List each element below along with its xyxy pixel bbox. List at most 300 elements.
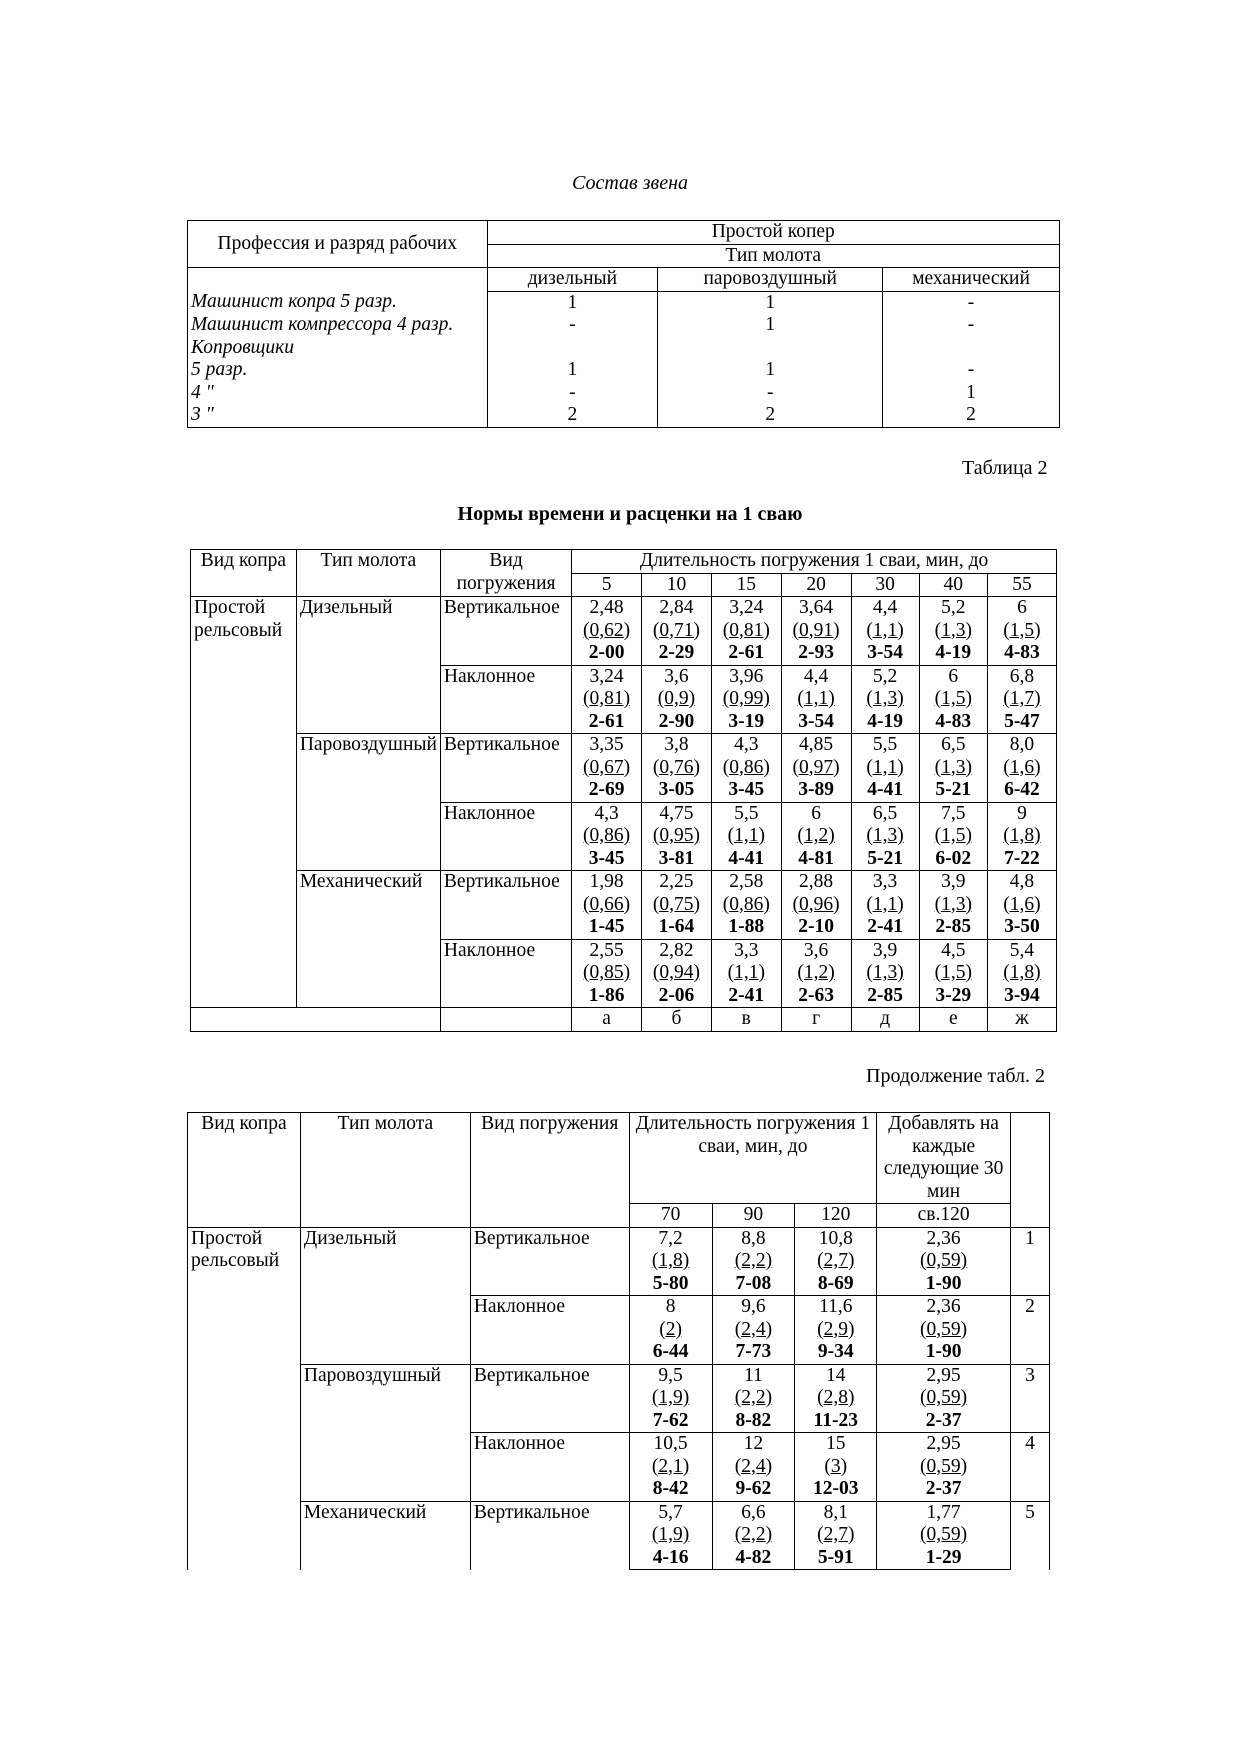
crew-header-diesel: дизельный (487, 268, 658, 292)
norm-time: 2,82 (659, 939, 694, 961)
column-letter: а (572, 1008, 642, 1032)
norm-rate: 3-89 (798, 779, 834, 800)
norm-cell (987, 734, 1056, 803)
crew-profession: 5 разр. (188, 359, 488, 382)
norm-time: 4,5 (941, 939, 966, 961)
norm-cell (711, 871, 781, 940)
t3-header-immersion: Вид погружения (470, 1113, 629, 1228)
norm-machine-time: (0,76) (652, 756, 700, 778)
crew-count: 2 (658, 404, 883, 427)
norm-machine-time: (2,8) (817, 1387, 855, 1408)
norm-time: 6 (1017, 597, 1027, 618)
norm-machine-time: (1,8) (1003, 825, 1041, 846)
norm-time: 5,7 (658, 1501, 683, 1523)
column-letter: д (851, 1008, 919, 1032)
norm-machine-time: (1,3) (934, 893, 972, 915)
norm-time: 7,2 (658, 1227, 683, 1249)
norm-rate: 3-94 (1004, 984, 1040, 1006)
crew-count: - (883, 359, 1060, 382)
norm-machine-time: (1,2) (797, 962, 835, 983)
norm-rate: 5-21 (867, 847, 903, 869)
norm-time: 3,24 (589, 665, 624, 687)
norm-time: 4,4 (872, 597, 898, 618)
minutes-header: 90 (712, 1204, 795, 1228)
norm-machine-time: (2,1) (651, 1455, 690, 1477)
norm-cell (987, 802, 1056, 871)
crew-header-pile-driver: Простой копер (487, 221, 1059, 245)
norm-machine-time: (2,2) (734, 1524, 773, 1545)
norm-time: 4,3 (594, 802, 619, 824)
norm-rate: 12-03 (813, 1478, 859, 1499)
norm-time: 10,5 (653, 1433, 688, 1454)
norm-machine-time: (0,62) (583, 619, 631, 641)
immersion-type: Вертикальное (440, 597, 571, 666)
norm-machine-time: (1,6) (1003, 756, 1041, 778)
crew-row (188, 359, 1060, 382)
norm-cell (642, 802, 712, 871)
norm-row (191, 597, 1057, 666)
norm-rate: 1-90 (925, 1272, 962, 1294)
norm-time: 3,3 (734, 939, 759, 961)
crew-count: 1 (487, 359, 658, 382)
norm-time: 10,8 (818, 1227, 853, 1249)
norm-time: 2,88 (799, 871, 834, 892)
crew-header-profession: Профессия и разряд рабочих (188, 221, 488, 268)
immersion-type: Вертикальное (440, 734, 571, 803)
crew-count: 1 (883, 382, 1060, 405)
norm-cell (987, 597, 1056, 666)
norm-cell (572, 597, 642, 666)
norm-cell (711, 802, 781, 871)
norm-rate: 4-16 (652, 1546, 689, 1568)
norm-time: 6,5 (872, 802, 898, 824)
norm-time: 4,75 (659, 802, 694, 824)
t3-header-duration: Длительность погружения 1 сваи, мин, до (629, 1113, 877, 1204)
crew-profession: 4 " (188, 382, 488, 405)
norm-cell (795, 1433, 877, 1502)
hammer-type: Механический (300, 1501, 470, 1570)
norm-rate: 2-90 (658, 710, 695, 732)
norm-rate: 2-69 (588, 779, 625, 800)
norm-cell (851, 734, 919, 803)
norm-cell (795, 1364, 877, 1433)
norm-time: 3,6 (664, 665, 689, 687)
norm-rate: 6-44 (652, 1341, 689, 1362)
minutes-header: 15 (711, 573, 781, 597)
norm-cell (781, 939, 851, 1008)
norm-cell (642, 665, 712, 734)
norm-rate: 2-63 (798, 984, 834, 1006)
norm-cell (919, 734, 987, 803)
norm-rate: 2-37 (925, 1409, 962, 1431)
norm-rate: 1-29 (925, 1546, 962, 1568)
norm-cell (851, 665, 919, 734)
norm-machine-time: (2,4) (734, 1318, 773, 1340)
norm-machine-time: (1,1) (797, 688, 835, 709)
norm-rate: 5-91 (817, 1546, 854, 1568)
t3-header-num-blank (1011, 1113, 1050, 1228)
crew-count: 2 (883, 404, 1060, 427)
norm-cell (629, 1433, 712, 1502)
norm-machine-time: (1,3) (934, 619, 972, 641)
row-number: 5 (1011, 1501, 1050, 1570)
norm-time: 3,3 (872, 871, 898, 892)
norm-rate: 2-29 (658, 642, 695, 663)
crew-row (188, 404, 1060, 427)
crew-profession: 3 " (188, 404, 488, 427)
norm-cell (711, 734, 781, 803)
norm-cell (781, 734, 851, 803)
pile-driver-kind: Простой рельсовый (188, 1227, 301, 1570)
norm-rate: 2-41 (867, 916, 903, 937)
norm-machine-time: (1,5) (934, 688, 972, 709)
norm-row (188, 1501, 1050, 1570)
norm-time: 6,5 (941, 734, 966, 755)
norm-cell (987, 665, 1056, 734)
immersion-type: Наклонное (440, 939, 571, 1008)
crew-count: - (658, 382, 883, 405)
norm-time: 12 (743, 1433, 764, 1454)
immersion-type: Наклонное (470, 1296, 629, 1365)
norm-time: 4,4 (803, 665, 829, 687)
norm-time: 8,8 (741, 1227, 766, 1249)
minutes-header: 5 (572, 573, 642, 597)
norm-rate: 7-22 (1004, 847, 1040, 869)
norm-machine-time: (1,3) (866, 962, 904, 983)
norm-rate: 4-19 (935, 642, 972, 663)
crew-row (188, 291, 1060, 314)
minutes-header: 20 (781, 573, 851, 597)
norm-machine-time: (0,9) (657, 688, 696, 709)
crew-count: 1 (658, 314, 883, 337)
norm-rate: 7-62 (652, 1409, 689, 1431)
norm-machine-time: (1,1) (727, 825, 765, 846)
norm-time: 5,2 (872, 665, 898, 687)
crew-header-hammer-type: Тип молота (487, 244, 1059, 268)
norm-machine-time: (1,2) (797, 825, 835, 846)
norm-cell (572, 939, 642, 1008)
norm-rate: 5-80 (652, 1272, 689, 1294)
norm-machine-time: (0,86) (722, 893, 770, 915)
norm-rate: 1-88 (728, 916, 765, 937)
norm-rate: 2-10 (798, 916, 834, 937)
hammer-type: Дизельный (296, 597, 440, 734)
norm-rate: 2-37 (925, 1478, 962, 1499)
hammer-type: Паровоздушный (296, 734, 440, 871)
norm-rate: 2-93 (798, 642, 834, 663)
norm-rate: 2-06 (658, 984, 695, 1006)
norm-rate: 2-41 (728, 984, 765, 1006)
norm-rate: 11-23 (813, 1409, 858, 1431)
norm-rate: 8-69 (817, 1272, 854, 1294)
norm-rate: 6-02 (935, 847, 972, 869)
norm-cell (642, 597, 712, 666)
column-letter: б (642, 1008, 712, 1032)
norms-table (190, 549, 1057, 1032)
norm-rate: 6-42 (1004, 779, 1040, 800)
norm-time: 6,6 (741, 1501, 766, 1523)
norm-cell (712, 1501, 795, 1570)
norm-machine-time: (0,71) (652, 619, 700, 641)
norm-cell (642, 734, 712, 803)
norm-machine-time: (0,59) (920, 1524, 968, 1545)
norm-time: 9,6 (741, 1296, 766, 1317)
norm-machine-time: (1,8) (1003, 962, 1041, 983)
norm-rate: 2-00 (588, 642, 625, 663)
norm-time: 3,9 (941, 871, 966, 892)
norm-cell (781, 665, 851, 734)
norm-machine-time: (1,1) (727, 962, 765, 983)
norm-machine-time: (1,3) (934, 756, 972, 778)
norm-machine-time: (2,4) (734, 1455, 773, 1477)
crew-count: 1 (658, 291, 883, 314)
row-number: 3 (1011, 1364, 1050, 1433)
crew-header-steam: паровоздушный (658, 268, 883, 292)
norm-time: 5,5 (872, 734, 898, 755)
crew-profession: Машинист компрессора 4 разр. (188, 314, 488, 337)
norm-time: 1,77 (926, 1501, 961, 1523)
norm-rate: 5-21 (935, 779, 972, 800)
norm-cell (711, 665, 781, 734)
norm-machine-time: (1,1) (866, 756, 904, 778)
norm-time: 2,95 (926, 1364, 961, 1386)
norm-cell (629, 1227, 712, 1296)
norm-time: 1,98 (589, 871, 624, 892)
norm-cell (711, 597, 781, 666)
norm-time: 8,0 (1009, 734, 1035, 755)
norm-machine-time: (0,95) (652, 825, 700, 846)
t2-header-kind: Вид копра (191, 550, 297, 597)
norm-time: 8,1 (823, 1501, 848, 1523)
norm-time: 2,25 (659, 871, 694, 892)
immersion-type: Наклонное (440, 802, 571, 871)
norm-time: 2,55 (589, 939, 624, 961)
norm-rate: 3-45 (588, 847, 625, 869)
norm-machine-time: (0,86) (583, 825, 631, 846)
norm-machine-time: (0,75) (652, 893, 700, 915)
norm-machine-time: (0,81) (583, 688, 631, 709)
add-sub-header: св.120 (877, 1204, 1011, 1228)
norm-machine-time: (2,2) (734, 1250, 773, 1271)
norm-time: 8 (665, 1296, 676, 1317)
norm-rate: 8-42 (652, 1478, 689, 1499)
norm-cell (877, 1364, 1011, 1433)
table2-title: Нормы времени и расценки на 1 сваю (457, 503, 803, 525)
t2-letters-blank (191, 1008, 441, 1032)
norm-machine-time: (0,97) (792, 756, 840, 778)
t3-header-hammer: Тип молота (300, 1113, 470, 1228)
norm-time: 2,84 (659, 597, 694, 618)
minutes-header: 55 (987, 573, 1056, 597)
norm-cell (781, 597, 851, 666)
crew-title: Состав звена (571, 172, 688, 194)
norm-rate: 9-34 (817, 1341, 854, 1362)
norm-machine-time: (0,59) (920, 1318, 968, 1340)
norm-machine-time: (0,96) (792, 893, 840, 915)
immersion-type: Вертикальное (440, 871, 571, 940)
crew-table (187, 220, 1060, 428)
norm-machine-time: (2,7) (817, 1250, 855, 1271)
norm-cell (919, 597, 987, 666)
hammer-type: Паровоздушный (300, 1364, 470, 1501)
norm-time: 14 (826, 1364, 846, 1386)
norm-rate: 5-47 (1004, 710, 1040, 732)
crew-header-mech: механический (883, 268, 1060, 292)
norm-cell (851, 871, 919, 940)
norm-rate: 2-61 (588, 710, 625, 732)
crew-count: - (487, 382, 658, 405)
crew-count: 1 (487, 291, 658, 314)
norm-machine-time: (0,86) (722, 756, 770, 778)
minutes-header: 120 (795, 1204, 877, 1228)
norm-machine-time: (1,9) (651, 1387, 690, 1408)
norm-rate: 7-08 (735, 1272, 772, 1294)
norm-machine-time: (0,59) (920, 1387, 968, 1408)
immersion-type: Вертикальное (470, 1364, 629, 1433)
norm-cell (795, 1501, 877, 1570)
t2-header-immersion: Вид погружения (440, 550, 571, 597)
immersion-type: Вертикальное (470, 1501, 629, 1570)
norm-cell (629, 1296, 712, 1365)
norm-time: 7,5 (941, 802, 966, 824)
norm-rate: 3-54 (798, 710, 834, 732)
norm-time: 3,35 (589, 734, 624, 755)
column-letter: ж (987, 1008, 1056, 1032)
norm-cell (642, 871, 712, 940)
norm-time: 6 (948, 665, 959, 687)
norm-time: 2,36 (926, 1227, 961, 1249)
norm-rate: 1-86 (588, 984, 625, 1006)
norm-rate: 4-41 (728, 847, 765, 869)
norm-time: 11,6 (819, 1296, 853, 1317)
norm-cell (987, 939, 1056, 1008)
row-number: 2 (1011, 1296, 1050, 1365)
norm-rate: 1-64 (658, 916, 695, 937)
norm-time: 3,9 (872, 939, 898, 961)
norm-time: 5,5 (734, 802, 759, 824)
norm-rate: 8-82 (735, 1409, 772, 1431)
norm-machine-time: (2) (659, 1318, 682, 1340)
column-letter: в (711, 1008, 781, 1032)
norm-rate: 2-61 (728, 642, 765, 663)
crew-count: - (883, 291, 1060, 314)
norm-rate: 4-41 (867, 779, 903, 800)
norm-cell (629, 1501, 712, 1570)
norm-machine-time: (0,66) (583, 893, 631, 915)
norm-cell (572, 802, 642, 871)
norm-row (191, 871, 1057, 940)
norm-row (191, 734, 1057, 803)
norm-machine-time: (1,8) (651, 1250, 690, 1271)
norm-rate: 3-45 (728, 779, 765, 800)
norm-machine-time: (1,1) (866, 619, 904, 641)
norm-cell (572, 734, 642, 803)
norm-machine-time: (1,5) (1003, 619, 1041, 641)
norm-machine-time: (0,59) (920, 1250, 968, 1271)
norm-cell (712, 1296, 795, 1365)
norm-cell (877, 1227, 1011, 1296)
crew-profession: Копровщики (188, 337, 488, 360)
norm-machine-time: (2,9) (817, 1318, 855, 1340)
norm-time: 9 (1017, 802, 1027, 824)
norm-cell (711, 939, 781, 1008)
norm-time: 5,2 (941, 597, 966, 618)
continuation-label: Продолжение табл. 2 (866, 1065, 1045, 1087)
norm-cell (987, 871, 1056, 940)
column-letter: е (919, 1008, 987, 1032)
norm-cell (919, 939, 987, 1008)
norm-cell (851, 802, 919, 871)
t3-header-kind: Вид копра (188, 1113, 301, 1228)
norm-machine-time: (0,67) (583, 756, 631, 778)
norm-machine-time: (1,3) (866, 825, 904, 846)
norm-cell (877, 1296, 1011, 1365)
norm-cell (712, 1433, 795, 1502)
norm-machine-time: (0,85) (583, 962, 631, 983)
norm-time: 2,95 (926, 1433, 961, 1454)
norm-cell (877, 1433, 1011, 1502)
norm-rate: 4-83 (935, 710, 972, 732)
norm-machine-time: (1,3) (866, 688, 904, 709)
hammer-type: Механический (296, 871, 440, 1008)
column-letter: г (781, 1008, 851, 1032)
norm-cell (572, 871, 642, 940)
minutes-header: 10 (642, 573, 712, 597)
crew-row (188, 337, 1060, 360)
norm-cell (851, 939, 919, 1008)
crew-profession: Машинист копра 5 разр. (188, 291, 488, 314)
norm-cell (712, 1364, 795, 1433)
norm-cell (877, 1501, 1011, 1570)
norm-rate: 7-73 (735, 1341, 772, 1362)
norm-machine-time: (1,5) (934, 962, 972, 983)
norm-cell (712, 1227, 795, 1296)
norm-time: 6,8 (1009, 665, 1035, 687)
norm-cell (629, 1364, 712, 1433)
norm-time: 2,58 (729, 871, 764, 892)
norm-rate: 4-83 (1004, 642, 1040, 663)
norm-rate: 2-85 (935, 916, 972, 937)
norm-rate: 3-50 (1004, 916, 1040, 937)
t2-letters-blank (440, 1008, 571, 1032)
norm-cell (781, 871, 851, 940)
crew-count (883, 337, 1060, 360)
norm-time: 9,5 (658, 1364, 683, 1386)
norm-rate: 2-85 (867, 984, 903, 1006)
norm-rate: 1-90 (925, 1341, 962, 1362)
norms-table-continued (187, 1112, 1050, 1570)
crew-header-blank (188, 268, 488, 292)
norm-machine-time: (0,81) (722, 619, 770, 641)
norm-rate: 4-19 (867, 710, 903, 732)
norm-rate: 4-82 (735, 1546, 772, 1568)
minutes-header: 30 (851, 573, 919, 597)
immersion-type: Вертикальное (470, 1227, 629, 1296)
pile-driver-kind: Простой рельсовый (191, 597, 297, 1008)
norm-time: 11 (744, 1364, 763, 1386)
norm-rate: 3-19 (728, 710, 765, 732)
norm-row (188, 1227, 1050, 1296)
norm-machine-time: (0,59) (920, 1455, 968, 1477)
norm-machine-time: (3) (824, 1455, 848, 1477)
crew-count: 1 (658, 359, 883, 382)
norm-machine-time: (2,2) (734, 1387, 773, 1408)
hammer-type: Дизельный (300, 1227, 470, 1364)
norm-machine-time: (0,91) (792, 619, 840, 641)
norm-cell (781, 802, 851, 871)
norm-time: 4,85 (799, 734, 834, 755)
t2-header-hammer: Тип молота (296, 550, 440, 597)
